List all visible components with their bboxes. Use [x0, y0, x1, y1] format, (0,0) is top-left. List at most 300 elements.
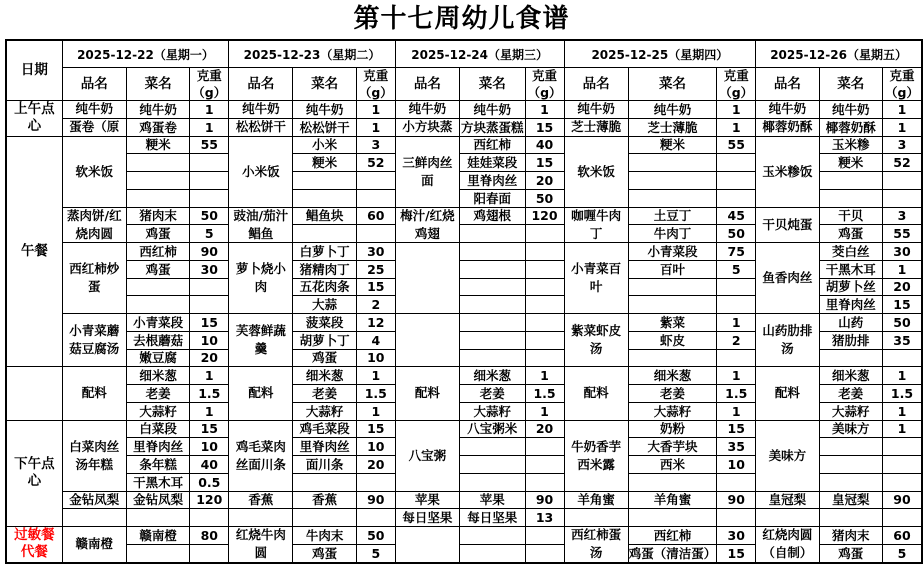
weight-col-header	[356, 68, 395, 101]
ingredient-weight-text	[190, 154, 228, 171]
ingredient-weight	[356, 118, 395, 136]
ingredient-weight	[882, 225, 922, 243]
ingredient-weight	[717, 491, 756, 509]
item-name-text: 咖喱牛肉丁	[571, 207, 622, 241]
dish-ingredient-text	[820, 509, 882, 526]
ingredient-weight	[525, 456, 564, 474]
ingredient-weight	[190, 207, 229, 225]
item-name	[756, 491, 819, 509]
dish-ingredient-text: 鸡蛋	[312, 350, 338, 366]
ingredient-weight-text	[717, 154, 755, 171]
dish-ingredient-text: 干黑木耳	[825, 261, 876, 277]
dish-col-header	[819, 68, 882, 101]
dish-ingredient	[460, 296, 526, 314]
ingredient-weight-text: 1	[731, 119, 741, 135]
ingredient-weight-text: 15	[535, 119, 554, 135]
item-name-text: 西红柿蛋汤	[571, 527, 622, 561]
dish-ingredient-text: 西红柿	[653, 527, 692, 543]
ingredient-weight	[356, 420, 395, 438]
dish-ingredient	[460, 349, 526, 367]
dish-ingredient	[126, 402, 189, 420]
item-name-text: 干贝炖蛋	[762, 216, 813, 232]
dish-ingredient	[126, 189, 189, 207]
item-name-text: 配料	[248, 385, 274, 401]
ingredient-weight	[356, 438, 395, 456]
ingredient-weight-text: 2	[371, 297, 381, 313]
ingredient-weight	[717, 527, 756, 545]
dish-ingredient	[819, 456, 882, 474]
dish-ingredient	[293, 473, 356, 491]
dish-ingredient-text	[629, 509, 717, 526]
dish-ingredient	[293, 349, 356, 367]
dish-ingredient	[819, 544, 882, 562]
dish-ingredient	[126, 136, 189, 154]
item-name	[395, 136, 459, 207]
item-name-text: 软米饭	[577, 163, 615, 179]
dish-ingredient-text: 大蒜籽	[139, 403, 177, 419]
item-name-text: 玉米糁饭	[762, 163, 813, 179]
ingredient-weight-text: 55	[893, 226, 911, 242]
dish-ingredient	[628, 402, 717, 420]
dish-ingredient-text: 娃娃菜段	[467, 155, 518, 171]
dish-ingredient	[628, 296, 717, 314]
item-name-text: 蛋卷（原	[69, 119, 120, 135]
ingredient-weight-text: 1	[731, 403, 741, 419]
ingredient-weight-text: 3	[897, 208, 907, 224]
dish-ingredient	[819, 296, 882, 314]
ingredient-weight	[525, 509, 564, 527]
meal-section-label	[6, 136, 62, 367]
dish-ingredient-text: 西米	[659, 456, 685, 472]
dish-ingredient	[126, 438, 189, 456]
dish-ingredient	[293, 509, 356, 527]
item-name	[564, 491, 628, 509]
dish-ingredient	[126, 491, 189, 509]
item-name-text: 小米饭	[242, 163, 280, 179]
dish-ingredient-text: 大蒜籽	[473, 403, 512, 419]
ingredient-weight-text: 15	[200, 421, 218, 437]
dish-ingredient	[126, 544, 189, 562]
item-name-text: 鸡毛菜肉丝面川条	[235, 438, 286, 472]
ingredient-weight	[882, 438, 922, 456]
ingredient-weight	[882, 473, 922, 491]
dish-ingredient-text	[460, 296, 525, 313]
item-name-text: 纯牛奶	[242, 101, 280, 117]
dish-ingredient-text: 方块蒸蛋糕	[461, 119, 524, 135]
dish-ingredient-text: 里脊肉丝	[825, 297, 876, 313]
dish-ingredient	[628, 243, 717, 261]
item-name-text: 西红柿炒蛋	[69, 261, 120, 294]
dish-ingredient-text	[820, 456, 882, 473]
dish-ingredient	[628, 420, 717, 438]
dish-ingredient-text: 小米	[312, 137, 338, 153]
item-name-text	[396, 314, 459, 366]
dish-ingredient	[628, 367, 717, 385]
dish-ingredient-text: 小青菜段	[133, 314, 184, 330]
dish-ingredient-text	[629, 474, 717, 491]
dish-ingredient-text	[820, 438, 882, 455]
ingredient-weight	[717, 331, 756, 349]
ingredient-weight	[525, 314, 564, 332]
ingredient-weight-text: 120	[196, 492, 223, 508]
item-name-text: 配料	[414, 385, 440, 401]
dish-ingredient	[628, 118, 717, 136]
dish-ingredient-text: 鸡蛋（清洁蛋）	[628, 545, 717, 561]
ingredient-weight-text: 10	[727, 456, 745, 472]
dish-ingredient	[819, 243, 882, 261]
item-name	[62, 314, 126, 367]
dish-ingredient-text: 西红柿	[139, 243, 177, 259]
dish-ingredient-text	[629, 190, 717, 207]
dish-ingredient	[126, 225, 189, 243]
dish-ingredient-text: 八宝粥米	[467, 421, 518, 437]
ingredient-weight-text: 1	[897, 403, 907, 419]
dish-ingredient	[819, 136, 882, 154]
ingredient-weight-text	[526, 261, 564, 278]
day-header: 2025-12-25（星期四）	[564, 40, 756, 68]
dish-ingredient-text	[293, 225, 355, 242]
item-name	[395, 101, 459, 119]
table-row	[6, 491, 922, 509]
item-col-header-label: 品名	[582, 75, 610, 92]
ingredient-weight-text: 1	[731, 368, 741, 384]
dish-ingredient-text	[460, 243, 525, 260]
dish-ingredient-text: 每日坚果	[467, 510, 518, 526]
dish-ingredient	[628, 136, 717, 154]
dish-ingredient-text: 大香芋块	[647, 439, 698, 455]
ingredient-weight	[882, 385, 922, 403]
date-header	[6, 40, 62, 101]
ingredient-weight-text: 20	[893, 279, 911, 295]
ingredient-weight	[525, 473, 564, 491]
dish-ingredient-text	[293, 172, 355, 189]
dish-ingredient	[126, 243, 189, 261]
item-name-text: 苹果	[414, 491, 440, 507]
dish-ingredient	[293, 207, 356, 225]
ingredient-weight	[525, 296, 564, 314]
dish-ingredient	[628, 544, 717, 562]
ingredient-weight	[717, 101, 756, 119]
dish-ingredient	[819, 527, 882, 545]
dish-ingredient-text	[460, 261, 525, 278]
item-name	[395, 527, 459, 563]
dish-ingredient-text: 纯牛奶	[305, 101, 344, 117]
ingredient-weight-text: 30	[893, 243, 911, 259]
dish-ingredient	[293, 456, 356, 474]
table-row	[6, 101, 922, 119]
ingredient-weight	[525, 402, 564, 420]
ingredient-weight-text: 45	[727, 208, 745, 224]
dish-ingredient-text: 纯牛奶	[473, 101, 512, 117]
dish-ingredient-text	[127, 172, 189, 189]
dish-ingredient-text: 老姜	[479, 385, 505, 401]
item-name	[756, 367, 819, 420]
dish-ingredient	[460, 278, 526, 296]
dish-ingredient-text	[629, 172, 717, 189]
ingredient-weight-text	[717, 296, 755, 313]
ingredient-weight	[190, 314, 229, 332]
ingredient-weight-text	[717, 509, 755, 526]
dish-ingredient	[628, 207, 717, 225]
ingredient-weight-text: 60	[367, 208, 385, 224]
ingredient-weight	[882, 527, 922, 545]
ingredient-weight-text	[357, 474, 395, 491]
weight-col-header	[190, 68, 229, 101]
ingredient-weight	[882, 189, 922, 207]
ingredient-weight	[525, 349, 564, 367]
item-name-text: 香蕉	[248, 491, 274, 507]
dish-ingredient-text: 细米葱	[305, 368, 344, 384]
dish-ingredient	[628, 189, 717, 207]
dish-ingredient	[460, 172, 526, 190]
dish-ingredient-text	[127, 545, 189, 562]
ingredient-weight-text	[357, 225, 395, 242]
ingredient-weight	[717, 473, 756, 491]
dish-col-header	[460, 68, 526, 101]
dish-ingredient-text: 条年糕	[139, 456, 177, 472]
dish-ingredient	[628, 527, 717, 545]
dish-ingredient	[126, 296, 189, 314]
ingredient-weight	[525, 189, 564, 207]
dish-ingredient-text	[460, 474, 525, 491]
page-title: 第十七周幼儿食谱	[353, 4, 570, 34]
ingredient-weight-text	[357, 509, 395, 526]
item-col-header	[564, 68, 628, 101]
item-name	[229, 420, 293, 491]
item-name-text: 纯牛奶	[408, 101, 447, 117]
ingredient-weight-text: 13	[535, 510, 554, 526]
item-col-header	[229, 68, 293, 101]
dish-ingredient	[819, 189, 882, 207]
item-name	[564, 207, 628, 243]
ingredient-weight	[356, 456, 395, 474]
ingredient-weight-text: 1	[897, 101, 907, 117]
item-col-header	[756, 68, 819, 101]
item-name-text: 小青菜蘑菇豆腐汤	[69, 323, 120, 357]
ingredient-weight	[190, 438, 229, 456]
ingredient-weight	[356, 509, 395, 527]
ingredient-weight-text	[190, 509, 228, 526]
dish-ingredient-text: 粳米	[312, 155, 338, 171]
dish-ingredient-text: 老姜	[659, 385, 685, 401]
dish-ingredient-text: 纯牛奶	[139, 101, 177, 117]
ingredient-weight-text: 52	[367, 155, 385, 171]
dish-ingredient	[126, 527, 189, 545]
ingredient-weight-text	[190, 545, 228, 562]
ingredient-weight-text: 20	[535, 172, 554, 188]
ingredient-weight	[882, 172, 922, 190]
dish-col-header-label: 菜名	[478, 75, 506, 92]
dish-ingredient	[293, 260, 356, 278]
ingredient-weight-text: 1	[371, 119, 381, 135]
item-name	[756, 207, 819, 243]
item-name-text	[756, 509, 818, 526]
ingredient-weight	[356, 544, 395, 562]
ingredient-weight-text: 60	[893, 527, 911, 543]
ingredient-weight	[717, 509, 756, 527]
ingredient-weight-text: 10	[200, 332, 218, 348]
ingredient-weight-text: 4	[371, 332, 381, 348]
ingredient-weight	[190, 260, 229, 278]
ingredient-weight-text	[717, 279, 755, 296]
dish-ingredient-text: 猪肉末	[139, 208, 177, 224]
ingredient-weight-text	[526, 438, 564, 455]
item-name	[564, 420, 628, 491]
item-name-text	[229, 509, 292, 526]
dish-ingredient-text	[820, 190, 882, 207]
ingredient-weight	[882, 136, 922, 154]
ingredient-weight-text: 1	[897, 421, 907, 437]
dish-ingredient	[126, 278, 189, 296]
dish-ingredient	[293, 527, 356, 545]
dish-ingredient	[293, 420, 356, 438]
dish-ingredient	[293, 136, 356, 154]
dish-ingredient-text: 赣南橙	[139, 527, 177, 543]
item-name-text	[565, 509, 628, 526]
item-name-text: 芝士薄脆	[571, 119, 622, 135]
item-name-text: 牛奶香芋西米露	[571, 438, 622, 472]
table-row	[6, 314, 922, 332]
ingredient-weight-text: 15	[535, 155, 554, 171]
dish-ingredient	[293, 225, 356, 243]
ingredient-weight	[190, 296, 229, 314]
meal-section-label	[6, 101, 62, 137]
dish-ingredient-text: 牛肉末	[305, 527, 344, 543]
dish-ingredient	[126, 207, 189, 225]
item-name	[564, 101, 628, 119]
dish-ingredient-text	[293, 190, 355, 207]
dish-ingredient-text: 鸡蛋卷	[139, 119, 177, 135]
ingredient-weight-text: 20	[535, 421, 554, 437]
ingredient-weight	[356, 243, 395, 261]
ingredient-weight-text: 55	[727, 137, 745, 153]
dish-ingredient-text: 白萝卜丁	[299, 243, 350, 259]
ingredient-weight	[190, 225, 229, 243]
ingredient-weight-text	[526, 279, 564, 296]
item-name	[756, 136, 819, 207]
ingredient-weight	[190, 544, 229, 562]
item-name-text: 配料	[774, 385, 800, 401]
item-name	[62, 527, 126, 563]
dish-ingredient	[126, 172, 189, 190]
dish-ingredient-text: 鸡蛋	[145, 261, 171, 277]
ingredient-weight	[356, 473, 395, 491]
item-col-header-label: 品名	[80, 75, 108, 92]
dish-ingredient-text: 金钻凤梨	[133, 492, 184, 508]
ingredient-weight	[190, 473, 229, 491]
ingredient-weight-text	[190, 296, 228, 313]
item-name	[229, 527, 293, 563]
dish-col-header	[293, 68, 356, 101]
day-header: 2025-12-24（星期三）	[395, 40, 564, 68]
ingredient-weight	[882, 154, 922, 172]
dish-ingredient-text	[460, 332, 525, 349]
ingredient-weight	[356, 491, 395, 509]
table-row	[6, 136, 922, 154]
item-name	[564, 367, 628, 420]
ingredient-weight-text: 120	[531, 208, 558, 224]
item-name	[229, 101, 293, 119]
meal-section-label-text: 午餐	[20, 242, 48, 259]
dish-ingredient-text	[293, 509, 355, 526]
weight-col-header	[882, 68, 922, 101]
ingredient-weight	[525, 278, 564, 296]
date-label: 日期	[20, 62, 48, 78]
dish-ingredient	[819, 509, 882, 527]
item-name-text: 鱼香肉丝	[762, 270, 813, 285]
dish-ingredient	[293, 278, 356, 296]
ingredient-weight-text: 2	[731, 332, 741, 348]
dish-ingredient-text: 大蒜	[312, 297, 338, 313]
ingredient-weight-text: 35	[893, 332, 911, 348]
dish-ingredient-text	[629, 279, 717, 296]
dish-ingredient	[293, 385, 356, 403]
dish-ingredient	[460, 314, 526, 332]
ingredient-weight	[882, 509, 922, 527]
ingredient-weight	[525, 172, 564, 190]
dish-ingredient-text: 鸡翅根	[473, 208, 512, 224]
item-col-header-label: 品名	[773, 75, 801, 92]
ingredient-weight-text: 15	[893, 297, 911, 313]
dish-ingredient-text: 土豆丁	[653, 208, 692, 224]
item-name	[756, 314, 819, 367]
item-name	[62, 509, 126, 527]
ingredient-weight	[190, 278, 229, 296]
item-name	[395, 243, 459, 314]
dish-ingredient	[293, 243, 356, 261]
dish-col-header-label: 菜名	[311, 75, 339, 92]
ingredient-weight	[525, 207, 564, 225]
ingredient-weight-text: 1	[371, 101, 381, 117]
dish-ingredient-text: 美味方	[832, 421, 870, 437]
ingredient-weight	[882, 296, 922, 314]
item-name-text: 白菜肉丝汤年糕	[69, 438, 120, 472]
ingredient-weight-text: 15	[367, 279, 385, 295]
item-name	[756, 243, 819, 314]
dish-ingredient	[460, 527, 526, 545]
ingredient-weight	[356, 331, 395, 349]
item-name	[62, 491, 126, 509]
item-name-text: 红烧肉圆（自制）	[762, 527, 813, 561]
ingredient-weight-text: 40	[200, 456, 218, 472]
ingredient-weight	[525, 331, 564, 349]
dish-ingredient	[293, 101, 356, 119]
ingredient-weight	[190, 420, 229, 438]
item-name	[62, 367, 126, 420]
dish-ingredient	[293, 189, 356, 207]
ingredient-weight	[717, 367, 756, 385]
dish-ingredient-text: 细米葱	[653, 368, 692, 384]
dish-ingredient-text	[629, 350, 717, 367]
dish-ingredient-text	[127, 296, 189, 313]
item-name-text: 红烧牛肉圆	[235, 527, 286, 561]
dish-ingredient-text: 猪肋排	[832, 332, 870, 348]
dish-ingredient-text: 鸡蛋	[838, 545, 864, 561]
dish-ingredient-text: 阳春面	[473, 190, 512, 206]
meal-section-label-text: 过敏餐代餐	[14, 527, 55, 561]
item-name-text: 配料	[81, 385, 107, 401]
dish-ingredient	[126, 456, 189, 474]
item-name-text: 紫菜虾皮汤	[571, 323, 622, 357]
item-name	[564, 509, 628, 527]
dish-ingredient	[126, 101, 189, 119]
ingredient-weight-text: 50	[535, 190, 554, 206]
dish-ingredient	[819, 402, 882, 420]
ingredient-weight-text: 1	[204, 368, 214, 384]
table-row	[6, 420, 922, 438]
dish-ingredient	[126, 260, 189, 278]
dish-col-header-label: 菜名	[658, 75, 686, 92]
